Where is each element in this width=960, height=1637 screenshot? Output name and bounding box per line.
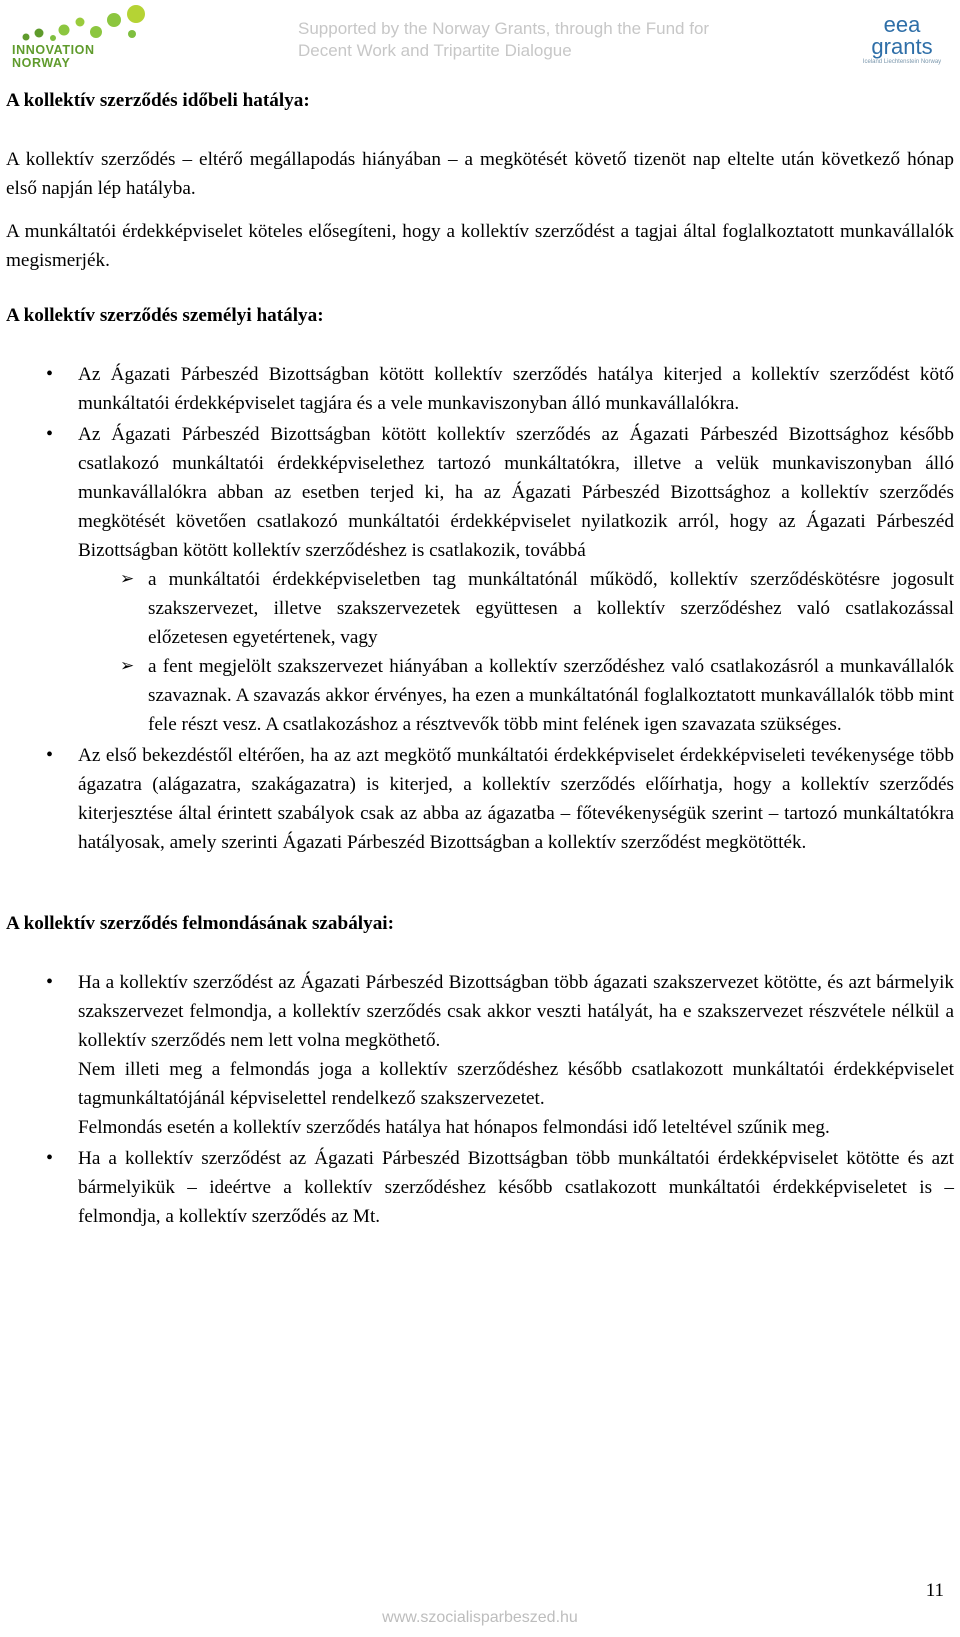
list-item: • Az első bekezdéstől eltérően, ha az azt megkötő munkáltatói érdekképviselet érdekképviseleti tevékenysége több ágazatra (alágazatra, szakágazatra) is kiterjed, a kollektív szerződés előírhatja, hogy a kollektív szerződés kiterjesztése által érintett szabályok csak az abba az ágazatba – főtevékenységük szerint – tartozó munkáltatókra hatályosak, amely szerinti Ágazati Párbeszéd Bizottságban a kollektív szerződést megkötötték. [6, 741, 954, 857]
grant-support-notice [298, 18, 768, 62]
section-heading-temporal-scope: A kollektív szerződés időbeli hatálya: [6, 90, 310, 111]
paragraph-entry-into-force: A kollektív szerződés – eltérő megállapodás hiányában – a megkötését követő tizenöt nap eltelte után következő hónap első napján lép hatályba. [6, 149, 954, 199]
footer-url: www.szocialisparbeszed.hu [382, 1609, 578, 1626]
eea-logo-line-2: grants [871, 34, 933, 59]
list-item-text: • Ha a kollektív szerződést az Ágazati Párbeszéd Bizottságban több ágazati szakszervezet kötötte, és azt bármelyik szakszervezet felmondja, a kollektív szerződés csak akkor veszti hatályát, ha e szakszervezet részvétele nélkül a kollektív szerződés nem lett volna megköthető. [78, 972, 954, 1051]
sublist-item: ➢ a fent megjelölt szakszervezet hiányában a kollektív szerződéshez való csatlakozásról a munkavállalók szavaznak. A szavazás akkor érvényes, ha ezen a munkáltatónál foglalkoztatott munkavállalók több mint fele részt vesz. A csatlakozáshoz a résztvevők több mint felének igen szavazata szükséges. [78, 652, 954, 739]
section-heading-termination-rules: A kollektív szerződés felmondásának szabályai: [6, 913, 395, 934]
support-line-2: Decent Work and Tripartite Dialogue [298, 41, 572, 60]
eea-logo-subtitle: Iceland Liechtenstein Norway [862, 59, 942, 65]
termination-rules-list [6, 968, 954, 1231]
list-item: • Az Ágazati Párbeszéd Bizottságban kötött kollektív szerződés hatálya kiterjed a kollektív szerződést kötő munkáltatói érdekképviselet tagjára és a vele munkaviszonyban álló munkavállalókra. [6, 360, 954, 418]
list-item-text: Nem illeti meg a felmondás joga a kollektív szerződéshez később csatlakozott munkáltatói érdekképviselet tagmunkáltatójánál képviselettel rendelkező szakszervezetet. [78, 1059, 954, 1109]
sublist-item: ➢ a munkáltatói érdekképviseletben tag munkáltatónál működő, kollektív szerződéskötésre jogosult szakszervezet, illetve szakszervezetek együttesen a kollektív szerződéshez való csatlakozással előzetesen egyetértenek, vagy [78, 565, 954, 652]
list-item-text: • Az Ágazati Párbeszéd Bizottságban kötött kollektív szerződés az Ágazati Párbeszéd Bizottsághoz később csatlakozó munkáltatói érdekképviselethez tartozó munkáltatókra, illetve a velük munkaviszonyban álló munkavállalókra abban az esetben terjed ki, ha az Ágazati Párbeszéd Bizottsághoz a kollektív szerződés megkötését követően csatlakozó munkáltatói érdekképviselet nyilatkozik arról, hogy az Ágazati Párbeszéd Bizottságban kötött kollektív szerződéshez is csatlakozik, továbbá [78, 424, 954, 561]
innovation-norway-logo [6, 4, 156, 68]
list-item [6, 968, 954, 1142]
support-line-1: Supported by the Norway Grants, through the Fund for [298, 19, 710, 38]
condition-sublist [78, 565, 954, 739]
document-body [6, 86, 954, 1231]
page-number: 11 [925, 1580, 944, 1601]
list-item [6, 420, 954, 739]
section-heading-personal-scope: A kollektív szerződés személyi hatálya: [6, 305, 324, 326]
eea-grants-logo [858, 6, 946, 70]
paragraph-employer-obligation: A munkáltatói érdekképviselet köteles elősegíteni, hogy a kollektív szerződést a tagjai által foglalkoztatott munkavállalók megismerjék. [6, 221, 954, 271]
innovation-dots-icon [6, 4, 156, 44]
innovation-norway-wordmark: INNOVATION NORWAY [12, 43, 95, 70]
eea-logo-line-1: eea [883, 12, 921, 37]
list-item-text: Felmondás esetén a kollektív szerződés hatálya hat hónapos felmondási idő leteltével szűnik meg. [78, 1117, 830, 1138]
page-header [0, 0, 960, 76]
personal-scope-list [6, 360, 954, 857]
list-item: • Ha a kollektív szerződést az Ágazati Párbeszéd Bizottságban több munkáltatói érdekképviselet kötötte és azt bármelyikük – ideértve a kollektív szerződéshez később csatlakozott munkáltatói érdekképviseletet is – felmondja, a kollektív szerződés az Mt. [6, 1144, 954, 1231]
